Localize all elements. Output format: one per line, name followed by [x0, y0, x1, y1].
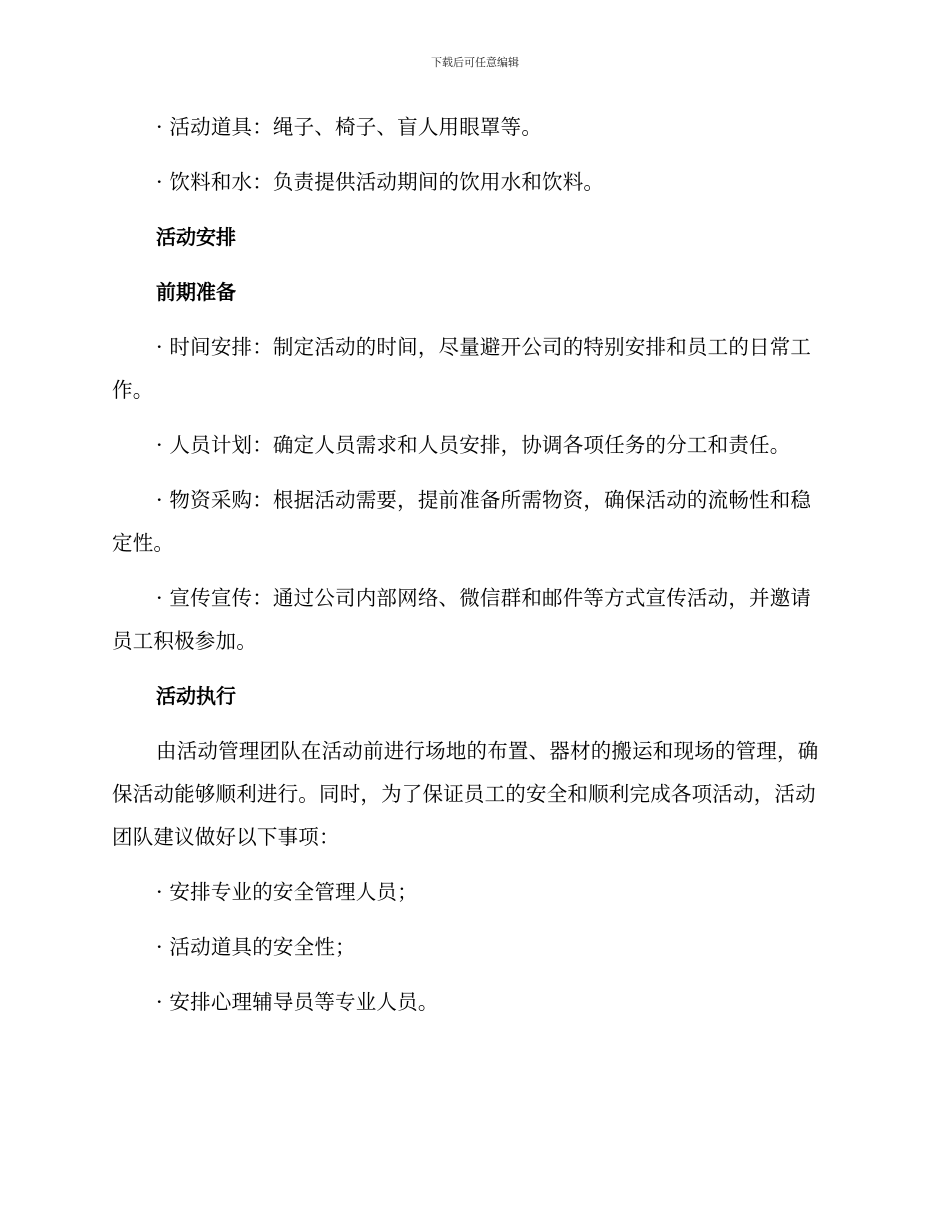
subsection-heading-preparation: 前期准备	[156, 280, 236, 304]
bullet-safety-staff: · 安排专业的安全管理人员；	[156, 880, 418, 904]
header-note: 下载后可任意编辑	[431, 56, 519, 69]
bullet-drinks: · 饮料和水：负责提供活动期间的饮用水和饮料。	[156, 170, 605, 194]
subsection-heading-execution: 活动执行	[156, 684, 236, 708]
bullet-schedule: · 时间安排：制定活动的时间，尽量避开公司的特别安排和员工的日常工作。	[112, 335, 812, 402]
bullet-props: · 活动道具：绳子、椅子、盲人用眼罩等。	[156, 115, 543, 139]
execution-paragraph: 由活动管理团队在活动前进行场地的布置、器材的搬运和现场的管理，确保活动能够顺利进行。同时，为了保证员工的安全和顺利完成各项活动，活动团队建议做好以下事项：	[112, 739, 819, 849]
bullet-prop-safety: · 活动道具的安全性；	[156, 935, 356, 959]
bullet-procurement: · 物资采购：根据活动需要，提前准备所需物资，确保活动的流畅性和稳定性。	[112, 488, 812, 555]
section-heading-arrangement: 活动安排	[156, 225, 236, 249]
bullet-counselor: · 安排心理辅导员等专业人员。	[156, 990, 439, 1014]
document-body	[112, 106, 822, 1036]
bullet-staffing: · 人员计划：确定人员需求和人员安排，协调各项任务的分工和责任。	[156, 433, 791, 457]
bullet-publicity: · 宣传宣传：通过公司内部网络、微信群和邮件等方式宣传活动，并邀请员工积极参加。	[112, 586, 812, 653]
